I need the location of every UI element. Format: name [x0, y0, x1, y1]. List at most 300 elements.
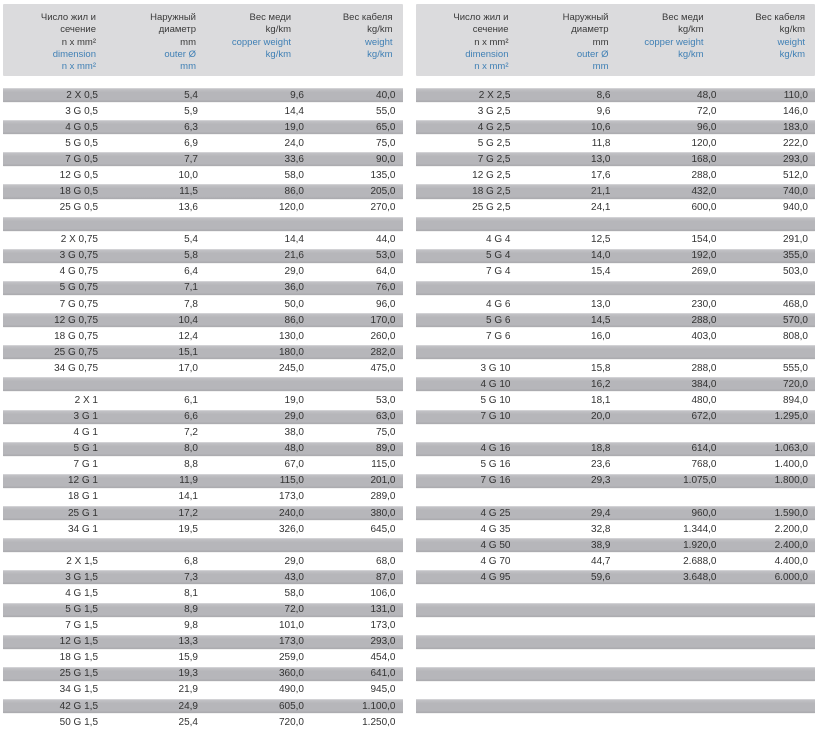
spacer-row — [416, 634, 816, 650]
dimension-cell: 5 G 1 — [73, 443, 98, 455]
spacer-row — [416, 666, 816, 682]
copper-weight-cell: 173,0 — [278, 491, 304, 503]
dimension-cell: 12 G 0,5 — [59, 169, 98, 181]
dimension-cell: 12 G 1,5 — [59, 636, 98, 648]
cable-weight-cell: 570,0 — [782, 314, 808, 326]
header-line-en: mm — [180, 61, 196, 73]
dimension-cell: 7 G 0,5 — [65, 153, 98, 165]
spacer-row — [416, 602, 816, 618]
table-row — [3, 392, 403, 408]
header-line-en: mm — [592, 61, 609, 73]
dimension-cell: 5 G 16 — [480, 459, 511, 471]
outer-diameter-cell: 32,8 — [591, 523, 611, 535]
outer-diameter-cell: 8,0 — [184, 443, 198, 455]
cable-weight-cell: 205,0 — [370, 186, 396, 197]
header-cable-weight — [309, 12, 403, 76]
header-line-en: weight — [365, 36, 393, 48]
copper-weight-cell: 384,0 — [691, 378, 717, 390]
cable-weight-cell: 645,0 — [370, 523, 396, 535]
table-row — [416, 360, 816, 376]
cable-weight-cell: 222,0 — [782, 137, 808, 149]
copper-weight-cell: 288,0 — [691, 362, 717, 374]
table-row — [3, 87, 403, 103]
outer-diameter-cell: 5,4 — [184, 234, 198, 246]
copper-weight-cell: 3.648,0 — [683, 571, 717, 583]
dimension-cell: 25 G 0,75 — [54, 346, 98, 358]
copper-weight-cell: 72,0 — [284, 604, 304, 616]
dimension-cell: 50 G 1,5 — [59, 716, 98, 728]
header-line-en: outer Ø — [164, 48, 196, 60]
dimension-cell: 7 G 10 — [480, 411, 511, 423]
header-line-en: kg/km — [265, 48, 291, 60]
copper-weight-cell: 1.075,0 — [683, 475, 717, 487]
header-line: n x mm² — [474, 36, 509, 48]
header-dimension — [416, 12, 516, 76]
cable-weight-cell: 291,0 — [782, 234, 808, 246]
dimension-cell: 4 G 6 — [486, 298, 511, 310]
cable-weight-cell: 4.400,0 — [774, 555, 808, 567]
table-row — [3, 264, 403, 280]
outer-diameter-cell: 7,8 — [184, 298, 198, 310]
outer-diameter-cell: 13,3 — [178, 636, 198, 648]
copper-weight-cell: 180,0 — [278, 346, 304, 358]
cable-weight-cell: 289,0 — [370, 491, 396, 503]
outer-diameter-cell: 23,6 — [591, 459, 611, 471]
dimension-cell: 5 G 4 — [486, 250, 511, 262]
copper-weight-cell: 600,0 — [691, 202, 717, 214]
table-row — [3, 505, 403, 521]
cable-weight-cell: 115,0 — [371, 459, 396, 471]
cable-weight-cell: 454,0 — [370, 652, 396, 664]
cable-weight-cell: 475,0 — [370, 362, 396, 374]
dimension-cell: 4 G 50 — [480, 539, 511, 551]
copper-weight-cell: 86,0 — [284, 314, 304, 326]
cable-weight-cell: 68,0 — [376, 555, 396, 567]
header-line-en: dimension — [465, 48, 509, 60]
header-line-en: weight — [777, 36, 805, 48]
dimension-cell: 3 G 1 — [73, 411, 98, 423]
table-row — [416, 232, 816, 248]
outer-diameter-cell: 10,0 — [178, 169, 198, 181]
outer-diameter-cell: 15,9 — [178, 652, 198, 664]
header-line: Наружный — [150, 12, 196, 23]
table-row — [3, 344, 403, 360]
dimension-cell: 7 G 16 — [480, 475, 511, 487]
dimension-cell: 34 G 1,5 — [59, 684, 98, 696]
header-cable-weight — [722, 12, 816, 76]
dimension-cell: 25 G 2,5 — [472, 202, 511, 214]
copper-weight-cell: 720,0 — [278, 716, 304, 728]
header-line: kg/km — [265, 24, 291, 36]
table-row — [416, 167, 816, 183]
outer-diameter-cell: 44,7 — [591, 555, 611, 567]
outer-diameter-cell: 8,8 — [184, 459, 198, 471]
cable-weight-cell: 183,0 — [782, 121, 808, 133]
table-row — [416, 392, 816, 408]
copper-weight-cell: 490,0 — [278, 684, 304, 696]
copper-weight-cell: 168,0 — [691, 153, 717, 165]
header-copper-weight — [616, 12, 722, 76]
copper-weight-cell: 21,6 — [284, 250, 304, 262]
copper-weight-cell: 24,0 — [284, 137, 304, 149]
copper-weight-cell: 36,0 — [284, 282, 304, 294]
cable-weight-cell: 201,0 — [370, 475, 396, 487]
copper-weight-cell: 259,0 — [278, 652, 304, 664]
outer-diameter-cell: 5,8 — [184, 250, 198, 262]
table-row — [416, 119, 816, 135]
table-row — [416, 457, 816, 473]
copper-weight-cell: 43,0 — [284, 571, 304, 583]
outer-diameter-cell: 7,7 — [184, 153, 198, 165]
copper-weight-cell: 154,0 — [691, 234, 717, 246]
header-line: сечение — [60, 24, 96, 36]
outer-diameter-cell: 6,9 — [184, 137, 198, 149]
copper-weight-cell: 960,0 — [691, 507, 717, 519]
header-line: Число жил и — [453, 12, 509, 23]
copper-weight-cell: 288,0 — [691, 314, 717, 326]
outer-diameter-cell: 12,4 — [178, 330, 198, 342]
copper-weight-cell: 173,0 — [278, 636, 304, 648]
spacer-row — [416, 682, 816, 698]
table-row — [3, 569, 403, 585]
cable-weight-cell: 106,0 — [370, 587, 396, 599]
header-line-en: n x mm² — [61, 61, 96, 73]
spacer-row — [416, 489, 816, 505]
cable-weight-cell: 6.000,0 — [774, 571, 808, 583]
cable-weight-cell: 740,0 — [782, 186, 808, 197]
copper-weight-cell: 38,0 — [284, 427, 304, 439]
table-row — [3, 457, 403, 473]
table-row — [416, 473, 816, 489]
copper-weight-cell: 432,0 — [691, 186, 717, 197]
copper-weight-cell: 86,0 — [284, 186, 304, 197]
dimension-cell: 5 G 10 — [480, 395, 511, 407]
outer-diameter-cell: 6,4 — [184, 266, 198, 278]
cable-weight-cell: 44,0 — [376, 234, 396, 246]
outer-diameter-cell: 16,0 — [591, 330, 611, 342]
table-row — [3, 409, 403, 425]
copper-weight-cell: 29,0 — [284, 266, 304, 278]
copper-weight-cell: 50,0 — [284, 298, 304, 310]
cable-weight-cell: 1.590,0 — [774, 507, 808, 519]
outer-diameter-cell: 6,3 — [184, 121, 198, 133]
spacer-row — [3, 216, 403, 232]
dimension-cell: 12 G 0,75 — [54, 314, 98, 326]
dimension-cell: 12 G 1 — [67, 475, 98, 487]
outer-diameter-cell: 5,4 — [184, 89, 198, 101]
copper-weight-cell: 33,6 — [284, 153, 304, 165]
cable-weight-cell: 940,0 — [782, 202, 808, 214]
copper-weight-cell: 101,0 — [278, 620, 304, 632]
copper-weight-cell: 48,0 — [284, 443, 304, 455]
outer-diameter-cell: 9,6 — [596, 105, 611, 117]
dimension-cell: 5 G 2,5 — [477, 137, 511, 149]
dimension-cell: 2 X 2,5 — [478, 89, 511, 101]
outer-diameter-cell: 19,3 — [178, 668, 198, 680]
table-row — [3, 698, 403, 714]
copper-weight-cell: 326,0 — [278, 523, 304, 535]
outer-diameter-cell: 13,6 — [178, 202, 198, 214]
cable-weight-cell: 96,0 — [376, 298, 396, 310]
header-line-en: copper weight — [231, 36, 291, 48]
table-row — [3, 167, 403, 183]
copper-weight-cell: 14,4 — [284, 105, 304, 117]
dimension-cell: 2 X 0,75 — [60, 234, 98, 246]
copper-weight-cell: 192,0 — [691, 250, 717, 262]
table-row — [3, 119, 403, 135]
outer-diameter-cell: 15,4 — [591, 266, 611, 278]
copper-weight-cell: 115,0 — [279, 475, 304, 487]
spacer-row — [416, 280, 816, 296]
dimension-cell: 34 G 0,75 — [54, 362, 98, 374]
cable-weight-cell: 293,0 — [370, 636, 396, 648]
dimension-cell: 3 G 0,5 — [65, 105, 98, 117]
cable-weight-cell: 1.400,0 — [774, 459, 808, 471]
dimension-cell: 5 G 1,5 — [65, 604, 98, 616]
header-line: Вес кабеля — [342, 12, 393, 23]
outer-diameter-cell: 12,5 — [591, 234, 611, 246]
table-row — [416, 200, 816, 216]
table-row — [416, 553, 816, 569]
dimension-cell: 3 G 1,5 — [65, 571, 98, 583]
cable-weight-cell: 2.400,0 — [774, 539, 808, 551]
outer-diameter-cell: 38,9 — [591, 539, 611, 551]
header-line-en: kg/km — [779, 48, 805, 60]
table-row — [3, 183, 403, 199]
outer-diameter-cell: 59,6 — [591, 571, 611, 583]
dimension-cell: 18 G 0,75 — [54, 330, 98, 342]
outer-diameter-cell: 21,9 — [178, 684, 198, 696]
table-row — [416, 537, 816, 553]
table-row — [416, 312, 816, 328]
cable-weight-cell: 170,0 — [370, 314, 396, 326]
copper-weight-cell: 672,0 — [691, 411, 717, 423]
header-line-en: n x mm² — [474, 61, 509, 73]
copper-weight-cell: 614,0 — [691, 443, 717, 455]
table-row — [3, 103, 403, 119]
header-outer-diameter — [103, 12, 203, 76]
header-line: mm — [180, 36, 196, 48]
copper-weight-cell: 245,0 — [278, 362, 304, 374]
dimension-cell: 4 G 4 — [486, 234, 511, 246]
table-row — [416, 264, 816, 280]
outer-diameter-cell: 17,6 — [591, 169, 611, 181]
outer-diameter-cell: 8,1 — [184, 587, 198, 599]
outer-diameter-cell: 8,9 — [184, 604, 198, 616]
outer-diameter-cell: 11,9 — [179, 475, 198, 487]
dimension-cell: 18 G 2,5 — [472, 186, 511, 197]
outer-diameter-cell: 18,1 — [591, 395, 611, 407]
cable-weight-cell: 110,0 — [783, 89, 808, 101]
dimension-cell: 7 G 1 — [73, 459, 98, 471]
table-row — [416, 103, 816, 119]
cable-weight-cell: 65,0 — [376, 121, 396, 133]
outer-diameter-cell: 10,6 — [591, 121, 611, 133]
copper-weight-cell: 2.688,0 — [683, 555, 717, 567]
outer-diameter-cell: 9,8 — [184, 620, 198, 632]
outer-diameter-cell: 13,0 — [591, 298, 611, 310]
table-row — [416, 441, 816, 457]
table-row — [3, 135, 403, 151]
table-row — [3, 714, 403, 730]
outer-diameter-cell: 17,0 — [178, 362, 198, 374]
dimension-cell: 4 G 0,75 — [59, 266, 98, 278]
header-line: Вес меди — [249, 12, 291, 23]
copper-weight-cell: 605,0 — [278, 700, 304, 712]
cable-weight-cell: 894,0 — [782, 395, 808, 407]
dimension-cell: 4 G 16 — [480, 443, 511, 455]
cable-weight-cell: 355,0 — [782, 250, 808, 262]
table-row — [3, 312, 403, 328]
outer-diameter-cell: 24,1 — [591, 202, 611, 214]
dimension-cell: 34 G 1 — [67, 523, 98, 535]
spacer-row — [416, 698, 816, 714]
table-row — [3, 360, 403, 376]
table-row — [416, 376, 816, 392]
dimension-cell: 2 X 1,5 — [66, 555, 98, 567]
cable-weight-cell: 282,0 — [370, 346, 396, 358]
dimension-cell: 3 G 10 — [480, 362, 511, 374]
copper-weight-cell: 288,0 — [691, 169, 717, 181]
outer-diameter-cell: 14,1 — [178, 491, 198, 503]
cable-weight-cell: 503,0 — [782, 266, 808, 278]
dimension-cell: 4 G 10 — [480, 378, 511, 390]
copper-weight-cell: 58,0 — [284, 587, 304, 599]
outer-diameter-cell: 20,0 — [591, 411, 611, 423]
outer-diameter-cell: 11,5 — [179, 186, 198, 197]
copper-weight-cell: 9,6 — [290, 89, 304, 101]
copper-weight-cell: 1.920,0 — [683, 539, 717, 551]
dimension-cell: 4 G 25 — [480, 507, 511, 519]
copper-weight-cell: 67,0 — [284, 459, 304, 471]
table-row — [3, 666, 403, 682]
header-outer-diameter — [516, 12, 616, 76]
dimension-cell: 7 G 6 — [486, 330, 511, 342]
copper-weight-cell: 480,0 — [691, 395, 717, 407]
copper-weight-cell: 29,0 — [284, 411, 304, 423]
dimension-cell: 4 G 2,5 — [477, 121, 511, 133]
copper-weight-cell: 120,0 — [691, 137, 717, 149]
cable-weight-cell: 468,0 — [782, 298, 808, 310]
table-row — [3, 682, 403, 698]
outer-diameter-cell: 29,4 — [591, 507, 611, 519]
copper-weight-cell: 360,0 — [278, 668, 304, 680]
cable-weight-cell: 89,0 — [376, 443, 396, 455]
copper-weight-cell: 72,0 — [697, 105, 717, 117]
cable-weight-cell: 720,0 — [782, 378, 808, 390]
cable-weight-cell: 75,0 — [376, 137, 396, 149]
dimension-cell: 18 G 1,5 — [59, 652, 98, 664]
outer-diameter-cell: 17,2 — [178, 507, 198, 519]
copper-weight-cell: 768,0 — [691, 459, 717, 471]
header-line: kg/km — [678, 24, 704, 36]
spacer-row — [3, 376, 403, 392]
table-row — [3, 296, 403, 312]
table-row — [416, 87, 816, 103]
table-row — [416, 328, 816, 344]
outer-diameter-cell: 13,0 — [591, 153, 611, 165]
table-row — [416, 296, 816, 312]
copper-weight-cell: 58,0 — [284, 169, 304, 181]
cable-weight-cell: 90,0 — [376, 153, 396, 165]
outer-diameter-cell: 10,4 — [178, 314, 198, 326]
header-line: n x mm² — [61, 36, 96, 48]
outer-diameter-cell: 29,3 — [591, 475, 611, 487]
outer-diameter-cell: 15,8 — [591, 362, 611, 374]
outer-diameter-cell: 7,1 — [184, 282, 198, 294]
dimension-cell: 4 G 70 — [480, 555, 511, 567]
spacer-row — [416, 585, 816, 601]
cable-weight-cell: 1.250,0 — [362, 716, 396, 728]
table-row — [3, 585, 403, 601]
header-line: Вес кабеля — [755, 12, 805, 23]
table-row — [416, 409, 816, 425]
dimension-cell: 12 G 2,5 — [472, 169, 511, 181]
table-body — [3, 87, 403, 730]
copper-weight-cell: 19,0 — [284, 121, 304, 133]
table-row — [3, 425, 403, 441]
dimension-cell: 2 X 1 — [74, 395, 98, 407]
cable-weight-cell: 76,0 — [376, 282, 396, 294]
dimension-cell: 3 G 0,75 — [59, 250, 98, 262]
outer-diameter-cell: 5,9 — [184, 105, 198, 117]
spacer-row — [416, 618, 816, 634]
dimension-cell: 2 X 0,5 — [66, 89, 98, 101]
copper-weight-cell: 29,0 — [284, 555, 304, 567]
outer-diameter-cell: 15,1 — [178, 346, 198, 358]
table-row — [416, 183, 816, 199]
table-row — [416, 151, 816, 167]
header-line: mm — [592, 36, 609, 48]
table-row — [3, 232, 403, 248]
dimension-cell: 4 G 0,5 — [65, 121, 98, 133]
outer-diameter-cell: 25,4 — [178, 716, 198, 728]
table-row — [3, 634, 403, 650]
dimension-cell: 18 G 1 — [67, 491, 98, 503]
dimension-cell: 25 G 0,5 — [59, 202, 98, 214]
cable-weight-cell: 512,0 — [782, 169, 808, 181]
cable-weight-cell: 1.063,0 — [774, 443, 808, 455]
spec-table-left — [3, 4, 403, 731]
copper-weight-cell: 403,0 — [691, 330, 717, 342]
outer-diameter-cell: 7,2 — [184, 427, 198, 439]
outer-diameter-cell: 24,9 — [178, 700, 198, 712]
dimension-cell: 7 G 0,75 — [59, 298, 98, 310]
cable-weight-cell: 53,0 — [376, 395, 396, 407]
table-row — [3, 618, 403, 634]
dimension-cell: 5 G 0,75 — [59, 282, 98, 294]
cable-weight-cell: 135,0 — [370, 169, 396, 181]
dimension-cell: 4 G 1,5 — [65, 587, 98, 599]
cable-weight-cell: 641,0 — [370, 668, 396, 680]
table-row — [3, 473, 403, 489]
table-row — [416, 248, 816, 264]
dimension-cell: 7 G 1,5 — [65, 620, 98, 632]
spacer-row — [416, 216, 816, 232]
dimension-cell: 4 G 35 — [480, 523, 511, 535]
header-line-en: kg/km — [367, 48, 393, 60]
cable-weight-cell: 131,0 — [370, 604, 396, 616]
outer-diameter-cell: 18,8 — [591, 443, 611, 455]
cable-weight-cell: 808,0 — [782, 330, 808, 342]
outer-diameter-cell: 6,6 — [184, 411, 198, 423]
outer-diameter-cell: 6,1 — [184, 395, 198, 407]
outer-diameter-cell: 8,6 — [596, 89, 611, 101]
copper-weight-cell: 130,0 — [278, 330, 304, 342]
table-body — [416, 87, 816, 730]
table-row — [3, 553, 403, 569]
spec-table-right — [416, 4, 816, 731]
